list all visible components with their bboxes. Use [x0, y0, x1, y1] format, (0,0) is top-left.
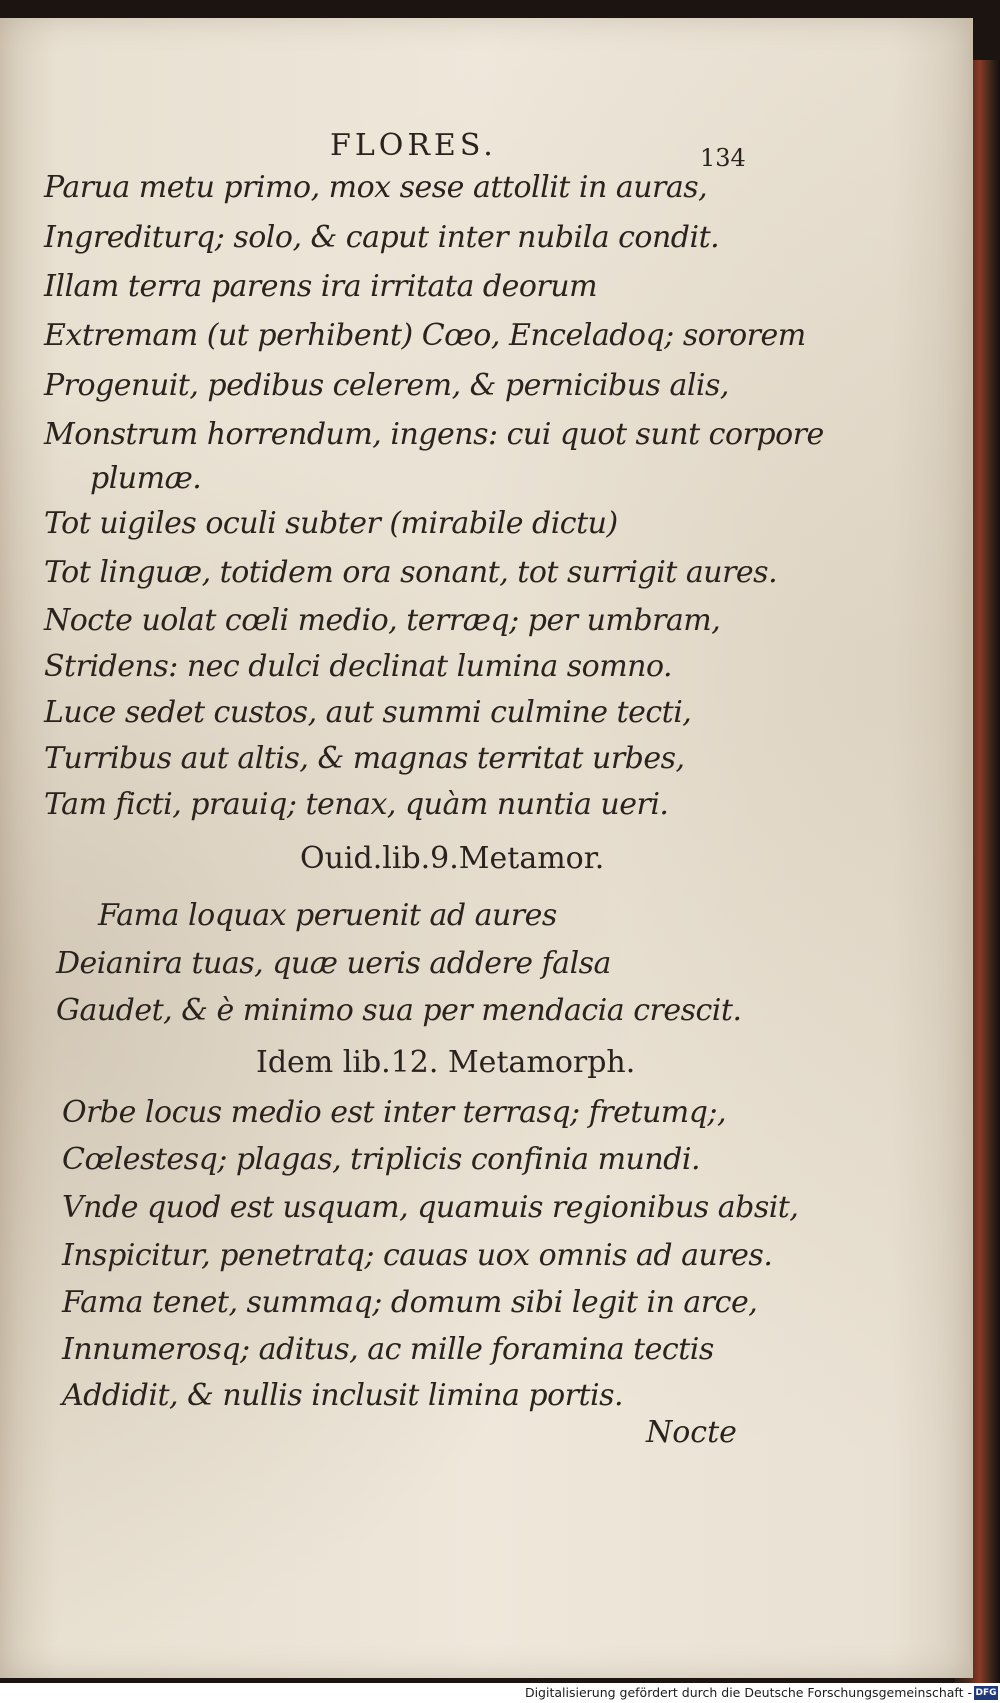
poem-line: Addidit, & nullis inclusit limina portis.: [62, 1378, 624, 1413]
poem-line: Luce sedet custos, aut summi culmine tecti,: [44, 695, 692, 730]
poem-line: Deianira tuas, quæ ueris addere falsa: [56, 946, 611, 981]
poem-line: Cœlestesq; plagas, triplicis confinia mundi.: [62, 1142, 701, 1177]
poem-line: Tot uigiles oculi subter (mirabile dictu): [44, 506, 618, 541]
dfg-logo-icon: DFG: [975, 1688, 997, 1698]
poem-line: Vnde quod est usquam, quamuis regionibus absit,: [62, 1190, 799, 1225]
poem-line: Fama tenet, summaq; domum sibi legit in arce,: [62, 1285, 758, 1320]
section-heading: Idem lib.12. Metamorph.: [256, 1045, 636, 1080]
poem-line: Tam ficti, prauiq; tenax, quàm nuntia ueri.: [44, 787, 669, 822]
poem-line: Extremam (ut perhibent) Cœo, Enceladoq; sororem: [44, 318, 806, 353]
section-heading: Ouid.lib.9.Metamor.: [300, 841, 605, 876]
poem-line: Ingrediturq; solo, & caput inter nubila condit.: [44, 220, 720, 255]
footer-bar: [0, 1683, 1000, 1703]
poem-line: Fama loquax peruenit ad aures: [98, 898, 557, 933]
running-head: FLORES.: [330, 128, 497, 163]
poem-line: Nocte uolat cœli medio, terræq; per umbram,: [44, 603, 721, 638]
page-number: 134: [700, 144, 746, 172]
poem-line: Stridens: nec dulci declinat lumina somno.: [44, 649, 673, 684]
poem-line: Turribus aut altis, & magnas territat urbes,: [44, 741, 685, 776]
poem-line: Tot linguæ, totidem ora sonant, tot surrigit aures.: [44, 555, 778, 590]
book-page: [0, 18, 973, 1678]
poem-line: Monstrum horrendum, ingens: cui quot sunt corpore: [44, 417, 824, 452]
poem-line: plumæ.: [90, 461, 202, 496]
poem-line: Parua metu primo, mox sese attollit in auras,: [44, 170, 708, 205]
poem-line: Gaudet, & è minimo sua per mendacia crescit.: [56, 993, 742, 1028]
poem-line: Illam terra parens ira irritata deorum: [44, 269, 598, 304]
footer-credit: Digitalisierung gefördert durch die Deutsche Forschungsgemeinschaft -: [524, 1685, 972, 1700]
poem-line: Orbe locus medio est inter terrasq; fretumq;,: [62, 1095, 727, 1130]
poem-line: Progenuit, pedibus celerem, & pernicibus alis,: [44, 368, 729, 403]
poem-line: Innumerosq; aditus, ac mille foramina tectis: [62, 1332, 714, 1367]
catchword: Nocte: [646, 1415, 737, 1450]
poem-line: Inspicitur, penetratq; cauas uox omnis ad aures.: [62, 1238, 773, 1273]
